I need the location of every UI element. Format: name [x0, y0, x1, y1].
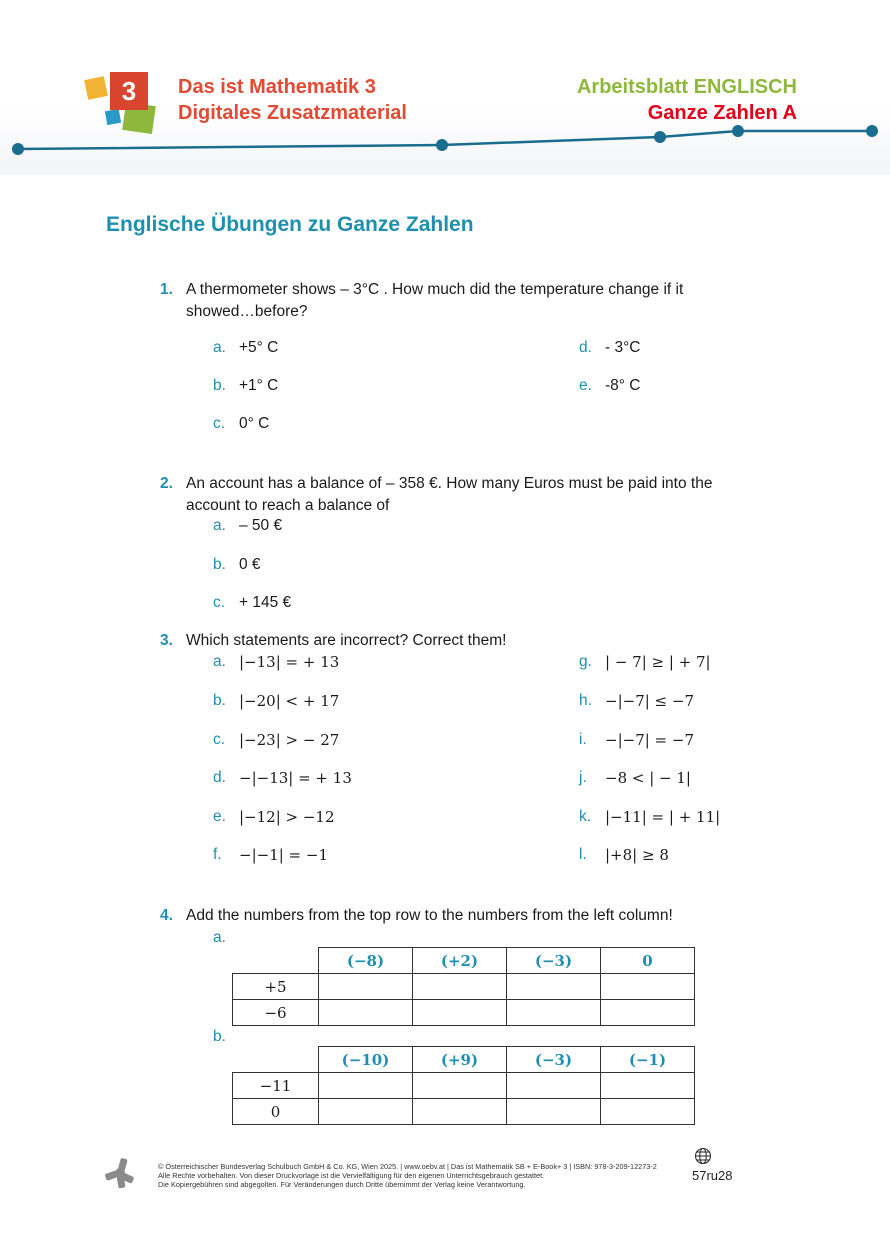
question-number: 1. [160, 281, 173, 298]
timeline-dot [12, 143, 24, 155]
timeline-dot [866, 125, 878, 137]
answer-cell[interactable] [507, 1000, 601, 1026]
web-code: 57ru28 [692, 1168, 733, 1183]
answer-cell[interactable] [319, 974, 413, 1000]
row-header: −11 [233, 1073, 319, 1099]
timeline-dot [436, 139, 448, 151]
sheet-topic: Ganze Zahlen A [647, 102, 797, 124]
svg-text:3: 3 [121, 76, 137, 106]
column-header: (−10) [319, 1047, 413, 1073]
row-header: 0 [233, 1099, 319, 1125]
header-timeline [0, 118, 890, 163]
globe-icon [694, 1147, 712, 1165]
book-title: Das ist Mathematik 3 [178, 76, 376, 98]
column-header: (−1) [601, 1047, 695, 1073]
answer-cell[interactable] [601, 1000, 695, 1026]
book-subtitle: Digitales Zusatzmaterial [178, 102, 407, 124]
question-text: A thermometer shows – 3°C . How much did the temperature change if it showed…before? [186, 281, 684, 320]
question-number: 2. [160, 475, 173, 492]
copyright-notice: © Österreichischer Bundesverlag Schulbuch GmbH & Co. KG, Wien 2025. | www.oebv.at | Das ist Mathematik SB + E-Book+ 3 | ISBN: 978-3-209-12273-2 Alle Rechte vorbehalten. Von dieser Druckvorlage ist die Vervielfältigung für den eigenen Unterrichtsgebrauch gestattet. Die Kopiergebühren sind abgegolten. Für Veränderungen durch Dritte übernimmt der Verlag keine Verantwortung. [158, 1162, 657, 1189]
column-header: (+2) [413, 948, 507, 974]
column-header: (+9) [413, 1047, 507, 1073]
answer-cell[interactable] [319, 1073, 413, 1099]
answer-cell[interactable] [601, 974, 695, 1000]
answer-cell[interactable] [601, 1073, 695, 1099]
row-header: +5 [233, 974, 319, 1000]
publisher-logo-icon [104, 1157, 136, 1189]
page-title: Englische Übungen zu Ganze Zahlen [106, 213, 474, 236]
answer-cell[interactable] [507, 1073, 601, 1099]
answer-cell[interactable] [413, 974, 507, 1000]
addition-table-a [232, 947, 695, 1026]
column-header: (−8) [319, 948, 413, 974]
row-header: −6 [233, 1000, 319, 1026]
question-text: Which statements are incorrect? Correct them! [186, 632, 507, 649]
question-text: Add the numbers from the top row to the numbers from the left column! [186, 907, 673, 924]
answer-cell[interactable] [413, 1000, 507, 1026]
answer-cell[interactable] [601, 1099, 695, 1125]
answer-cell[interactable] [507, 1099, 601, 1125]
question-number: 3. [160, 632, 173, 649]
answer-cell[interactable] [319, 1000, 413, 1026]
answer-cell[interactable] [507, 974, 601, 1000]
question-text: An account has a balance of – 358 €. How many Euros must be paid into the account to reach a balance of [186, 475, 713, 514]
timeline-dot [654, 131, 666, 143]
timeline-dot [732, 125, 744, 137]
answer-cell[interactable] [413, 1099, 507, 1125]
sheet-type: Arbeitsblatt ENGLISCH [576, 76, 797, 98]
answer-cell[interactable] [319, 1099, 413, 1125]
question-number: 4. [160, 907, 173, 924]
column-header: (−3) [507, 1047, 601, 1073]
addition-table-b [232, 1046, 695, 1125]
column-header: 0 [601, 948, 695, 974]
column-header: (−3) [507, 948, 601, 974]
answer-cell[interactable] [413, 1073, 507, 1099]
